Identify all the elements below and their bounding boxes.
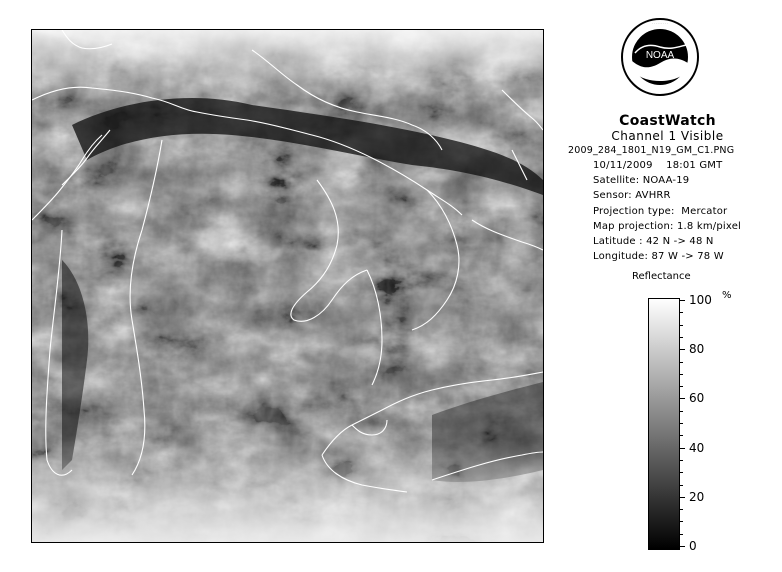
- colorbar-major-tick: [680, 349, 685, 350]
- colorbar-minor-tick: [680, 374, 683, 375]
- legend-title: Reflectance: [632, 271, 691, 282]
- sensor-line: Sensor: AVHRR: [593, 190, 671, 202]
- colorbar-minor-tick: [680, 423, 683, 424]
- info-panel: [560, 113, 775, 264]
- colorbar-tick-label: 40: [689, 441, 705, 455]
- satellite-line: Satellite: NOAA-19: [593, 175, 690, 187]
- map-projection-line: Map projection: 1.8 km/pixel: [593, 220, 742, 232]
- colorbar-minor-tick: [680, 312, 683, 313]
- longitude-line: Longitude: 87 W -> 78 W: [593, 251, 724, 263]
- colorbar-major-tick: [680, 448, 685, 449]
- colorbar-minor-tick: [680, 534, 683, 535]
- svg-text:· · · · · · · · ·: · · · · · · · · ·: [651, 21, 669, 25]
- reflectance-colorbar: [648, 298, 680, 550]
- noaa-logo-svg: [620, 17, 700, 97]
- colorbar-tick-label: 100: [689, 293, 712, 307]
- logo-text: NOAA: [645, 50, 675, 61]
- satellite-image-svg: [32, 30, 543, 542]
- projection-type-line: Projection type: Mercator: [593, 205, 728, 217]
- colorbar-tick-label: 60: [689, 391, 705, 405]
- colorbar-tick-label: 0: [689, 539, 697, 553]
- colorbar-minor-tick: [680, 435, 683, 436]
- product-title: CoastWatch: [619, 113, 716, 129]
- colorbar-minor-tick: [680, 509, 683, 510]
- colorbar-minor-tick: [680, 325, 683, 326]
- colorbar-minor-tick: [680, 337, 683, 338]
- satellite-image: [31, 29, 544, 543]
- file-name: 2009_284_1801_N19_GM_C1.PNG: [568, 145, 735, 156]
- colorbar-major-tick: [680, 300, 685, 301]
- colorbar-minor-tick: [680, 362, 683, 363]
- colorbar-major-tick: [680, 497, 685, 498]
- colorbar-minor-tick: [680, 485, 683, 486]
- latitude-line: Latitude : 42 N -> 48 N: [593, 236, 714, 248]
- colorbar-minor-tick: [680, 411, 683, 412]
- colorbar-tick-label: 80: [689, 342, 705, 356]
- channel-subtitle: Channel 1 Visible: [611, 129, 724, 143]
- colorbar-minor-tick: [680, 521, 683, 522]
- colorbar-major-tick: [680, 398, 685, 399]
- noaa-logo-icon: [620, 17, 700, 97]
- colorbar-tick-label: 20: [689, 490, 705, 504]
- colorbar-minor-tick: [680, 472, 683, 473]
- colorbar-major-tick: [680, 546, 685, 547]
- legend-unit: %: [722, 290, 732, 301]
- colorbar-minor-tick: [680, 460, 683, 461]
- colorbar-minor-tick: [680, 386, 683, 387]
- date-time: 10/11/2009 18:01 GMT: [593, 160, 723, 171]
- bottom-haze: [32, 30, 543, 542]
